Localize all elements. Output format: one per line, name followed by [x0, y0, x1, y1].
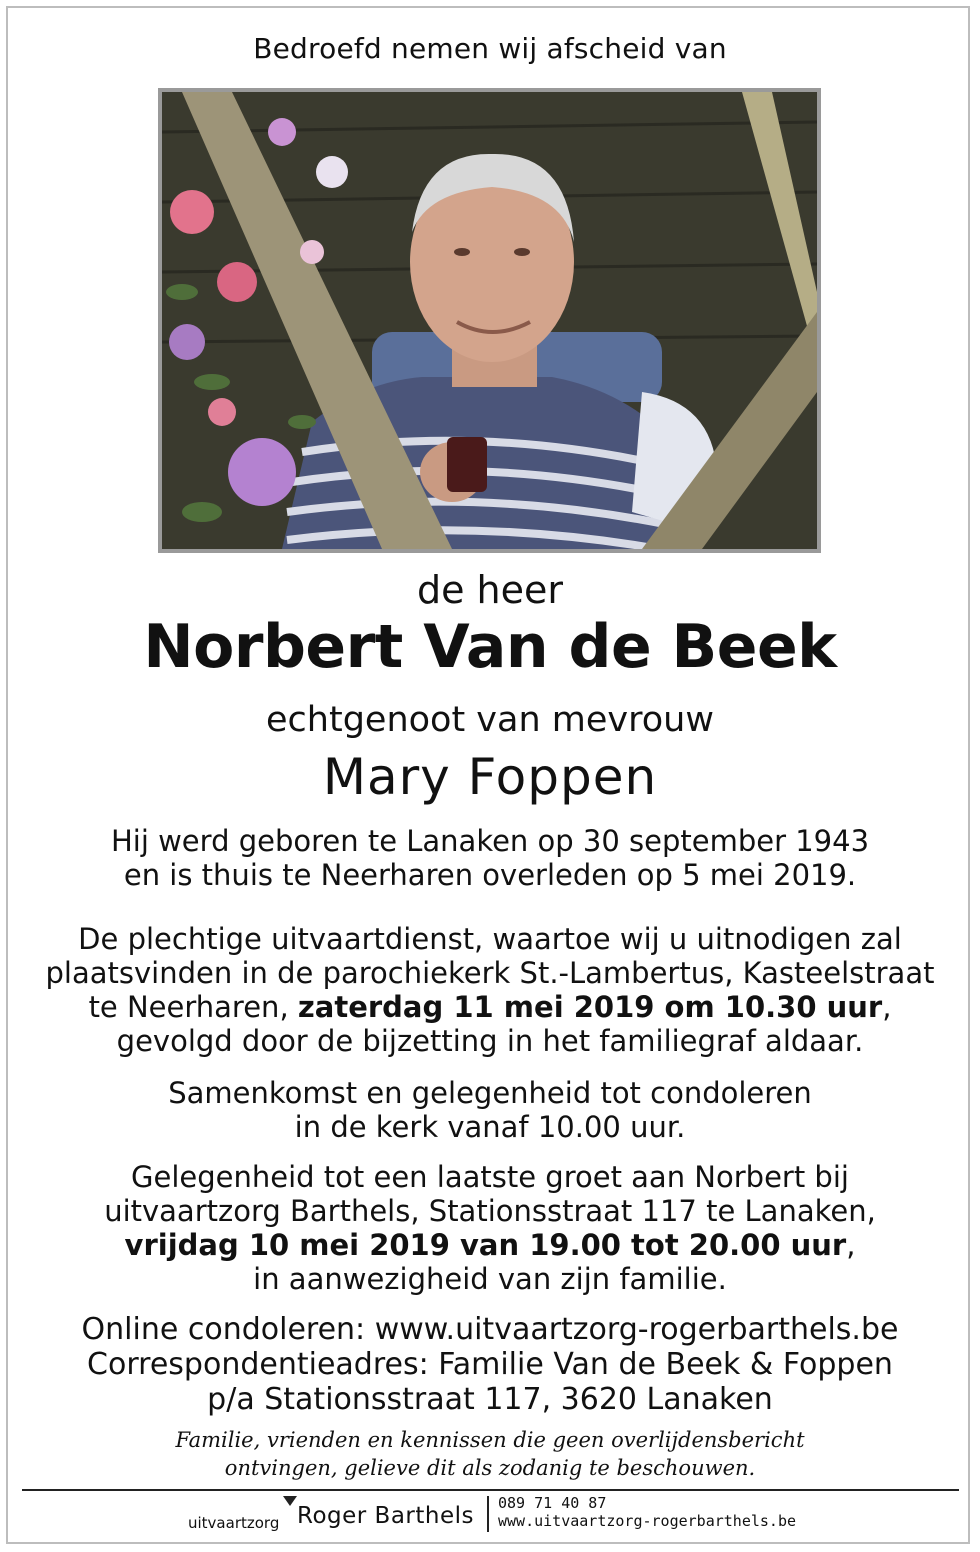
- correspondence-address-street: p/a Stationsstraat 117, 3620 Lanaken: [207, 1382, 773, 1417]
- visitation-line: in aanwezigheid van zijn familie.: [253, 1262, 727, 1296]
- intro-text: Bedroefd nemen wij afscheid van: [253, 32, 727, 65]
- footer-website-link[interactable]: www.uitvaartzorg-rogerbarthels.be: [498, 1512, 797, 1530]
- portrait-photo: [158, 88, 821, 553]
- service-line: gevolgd door de bijzetting in het familiegraf aldaar.: [116, 1024, 864, 1058]
- spouse-prefix: echtgenoot van mevrouw: [266, 700, 714, 740]
- footer: [0, 1492, 980, 1536]
- note-line: ontvingen, gelieve dit als zodanig te beschouwen.: [224, 1456, 756, 1480]
- meeting-paragraph: [0, 1076, 980, 1144]
- visitation-paragraph: [0, 1160, 980, 1296]
- service-line: [0, 990, 980, 1024]
- visitation-line: Gelegenheid tot een laatste groet aan Norbert bij: [131, 1160, 849, 1194]
- footer-brand: Roger Barthels: [297, 1503, 474, 1529]
- death-line: en is thuis te Neerharen overleden op 5 mei 2019.: [123, 858, 857, 892]
- visitation-line: [0, 1228, 980, 1262]
- footer-separator: [487, 1496, 489, 1532]
- note-line: Familie, vrienden en kennissen die geen overlijdensbericht: [175, 1428, 805, 1452]
- online-condolence-link[interactable]: Online condoleren: www.uitvaartzorg-rogerbarthels.be: [81, 1312, 899, 1347]
- deceased-name: Norbert Van de Beek: [143, 612, 837, 682]
- service-paragraph: [0, 922, 980, 1058]
- meeting-line: Samenkomst en gelegenheid tot condoleren: [168, 1076, 812, 1110]
- birth-line: Hij werd geboren te Lanaken op 30 september 1943: [110, 824, 870, 858]
- correspondence-address: Correspondentieadres: Familie Van de Beek & Foppen: [87, 1347, 893, 1382]
- meeting-line: in de kerk vanaf 10.00 uur.: [294, 1110, 686, 1144]
- footer-prefix: uitvaartzorg: [188, 1514, 280, 1532]
- visitation-comma: ,: [846, 1228, 856, 1262]
- service-line: De plechtige uitvaartdienst, waartoe wij u uitnodigen zal: [78, 922, 902, 956]
- footer-divider: [22, 1489, 959, 1491]
- notice-note: [0, 1426, 980, 1482]
- footer-phone[interactable]: 089 71 40 87: [498, 1494, 607, 1512]
- service-line: plaatsvinden in de parochiekerk St.-Lambertus, Kasteelstraat: [45, 956, 935, 990]
- service-comma: ,: [882, 990, 892, 1024]
- service-place: te Neerharen,: [88, 990, 298, 1024]
- visitation-line: uitvaartzorg Barthels, Stationsstraat 117 te Lanaken,: [104, 1194, 876, 1228]
- portrait-illustration: [162, 92, 817, 549]
- contact-paragraph: [0, 1312, 980, 1417]
- spouse-name: Mary Foppen: [322, 748, 658, 806]
- visitation-datetime: vrijdag 10 mei 2019 van 19.00 tot 20.00 uur: [124, 1228, 847, 1262]
- triangle-down-icon: [283, 1496, 297, 1506]
- service-datetime: zaterdag 11 mei 2019 om 10.30 uur: [297, 990, 883, 1024]
- deceased-prefix: de heer: [416, 568, 564, 612]
- birth-paragraph: [0, 824, 980, 892]
